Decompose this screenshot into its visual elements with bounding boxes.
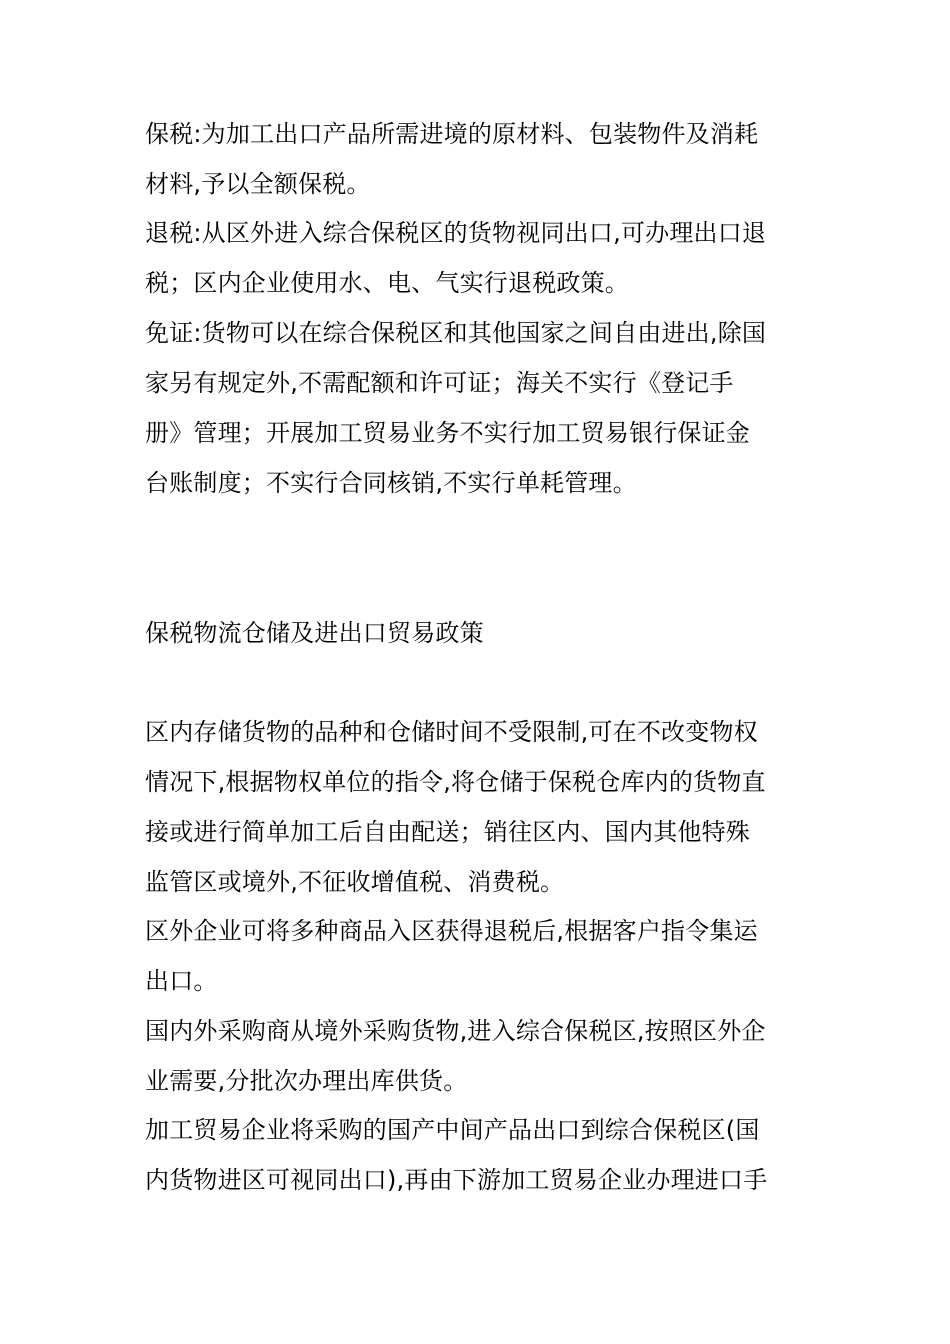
paragraph-exemption-line-3: 册》管理；开展加工贸易业务不实行加工贸易银行保证金 — [145, 419, 750, 447]
paragraph-purchaser-line-2: 业需要,分批次办理出库供货。 — [145, 1067, 468, 1095]
paragraph-exemption-line-2: 家另有规定外,不需配额和许可证；海关不实行《登记手 — [145, 369, 734, 397]
paragraph-outside-enterprise-line-1: 区外企业可将多种商品入区获得退税后,根据客户指令集运 — [145, 917, 758, 945]
paragraph-processing-trade-line-1: 加工贸易企业将采购的国产中间产品出口到综合保税区(国 — [145, 1116, 760, 1144]
paragraph-storage-line-2: 情况下,根据物权单位的指令,将仓储于保税仓库内的货物直 — [145, 768, 766, 796]
paragraph-purchaser-line-1: 国内外采购商从境外采购货物,进入综合保税区,按照区外企 — [145, 1017, 766, 1045]
paragraph-outside-enterprise-line-2: 出口。 — [145, 967, 218, 995]
paragraph-storage-line-1: 区内存储货物的品种和仓储时间不受限制,可在不改变物权 — [145, 718, 758, 746]
paragraph-storage-line-3: 接或进行简单加工后自由配送；销往区内、国内其他特殊 — [145, 818, 750, 846]
paragraph-bonded-line-2: 材料,予以全额保税。 — [145, 170, 371, 198]
section-heading: 保税物流仓储及进出口贸易政策 — [145, 619, 484, 647]
paragraph-bonded-line-1: 保税:为加工出口产品所需进境的原材料、包装物件及消耗 — [145, 120, 759, 148]
paragraph-tax-refund-line-1: 退税:从区外进入综合保税区的货物视同出口,可办理出口退 — [145, 219, 767, 247]
paragraph-exemption-line-4: 台账制度；不实行合同核销,不实行单耗管理。 — [145, 469, 637, 497]
paragraph-storage-line-4: 监管区或境外,不征收增值税、消费税。 — [145, 868, 565, 896]
paragraph-tax-refund-line-2: 税；区内企业使用水、电、气实行退税政策。 — [145, 269, 629, 297]
paragraph-processing-trade-line-2: 内货物进区可视同出口),再由下游加工贸易企业办理进口手 — [145, 1166, 768, 1194]
paragraph-exemption-line-1: 免证:货物可以在综合保税区和其他国家之间自由进出,除国 — [145, 319, 767, 347]
